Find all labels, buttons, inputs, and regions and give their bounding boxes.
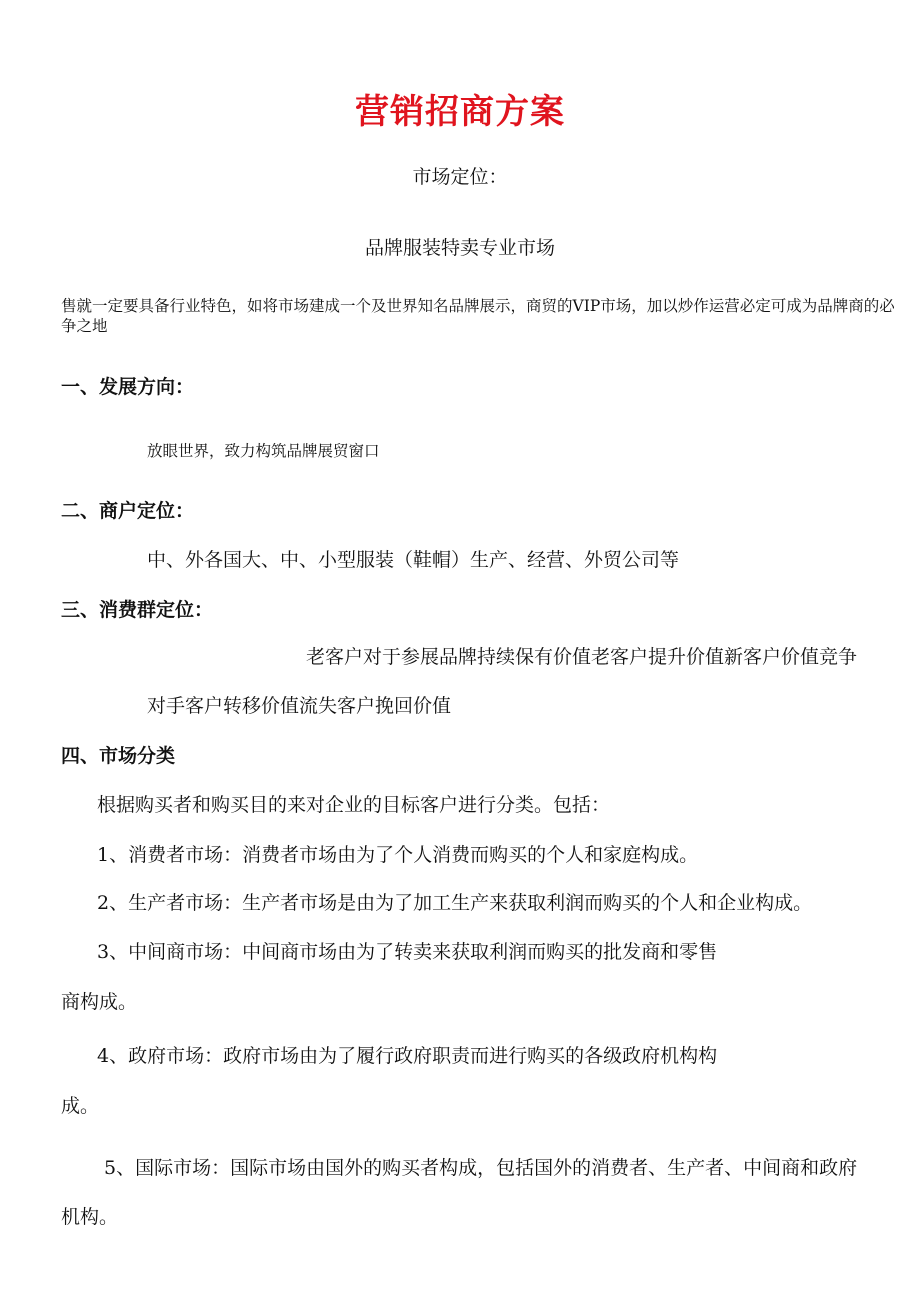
section-heading-consumer: 三、消费群定位： [61,599,214,621]
merchant-text: 中、外各国大、中、小型服装（鞋帽）生产、经营、外贸公司等 [147,549,680,571]
intro-paragraph: 售就一定要具备行业特色，如将市场建成一个及世界知名品牌展示，商贸的VIP市场，加以炒作运营必定可成为品牌商的必争之地 [61,297,895,335]
classification-intro: 根据购买者和购买目的来对企业的目标客户进行分类。包括： [97,794,611,816]
section-heading-classification: 四、市场分类 [61,745,176,767]
list-item-international-market-cont: 机构。 [61,1206,119,1228]
market-positioning-label: 市场定位： [412,166,508,188]
consumer-text-line-1: 老客户对于参展品牌持续保有价值老客户提升价值新客户价值竞争 [306,646,858,668]
list-item-intermediary-market: 3、中间商市场：中间商市场由为了转卖来获取利润而购买的批发商和零售 [97,941,718,963]
section-heading-merchant: 二、商户定位： [61,500,195,522]
direction-text: 放眼世界，致力构筑品牌展贸窗口 [147,442,380,460]
document-title: 营销招商方案 [355,92,565,132]
list-item-government-market: 4、政府市场：政府市场由为了履行政府职责而进行购买的各级政府机构构 [97,1045,718,1067]
list-item-international-market: 5、国际市场：国际市场由国外的购买者构成，包括国外的消费者、生产者、中间商和政府 [104,1157,858,1179]
market-positioning-value: 品牌服装特卖专业市场 [364,237,555,259]
list-item-consumer-market: 1、消费者市场：消费者市场由为了个人消费而购买的个人和家庭构成。 [97,844,699,866]
list-item-intermediary-market-cont: 商构成。 [61,991,138,1013]
consumer-text-line-2: 对手客户转移价值流失客户挽回价值 [147,695,452,717]
list-item-producer-market: 2、生产者市场：生产者市场是由为了加工生产来获取利润而购买的个人和企业构成。 [97,892,813,914]
list-item-government-market-cont: 成。 [61,1095,100,1117]
section-heading-direction: 一、发展方向： [61,376,195,398]
